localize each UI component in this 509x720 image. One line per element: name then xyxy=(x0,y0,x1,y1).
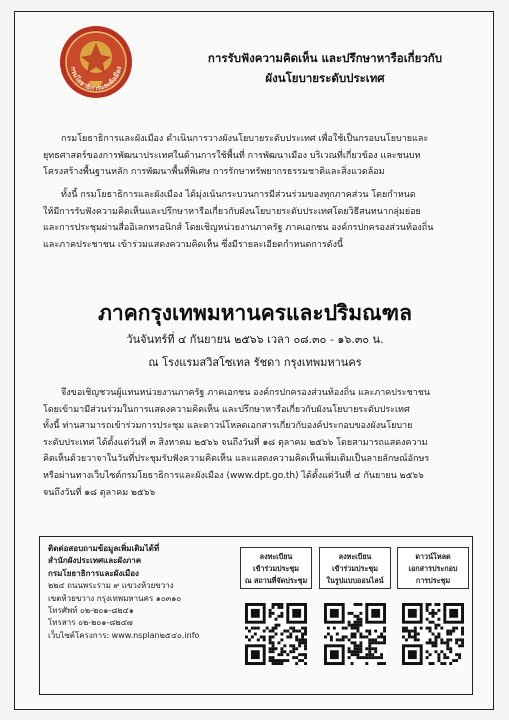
text-line: และการประชุมผ่านสื่ออิเลกทรอนิกส์ โดยเชิญหน่วยงานภาครัฐ ภาคเอกชน องค์กรปกครองส่วนท้องถิ่น xyxy=(43,223,434,234)
contact-info xyxy=(48,543,233,642)
qr-label-line: ดาวน์โหลด xyxy=(415,552,451,561)
department-emblem-icon xyxy=(59,25,133,99)
qr-label-line: การประชุม xyxy=(415,576,451,585)
qr-code-icon[interactable] xyxy=(402,603,464,665)
text-line: จนถึงวันที่ ๑๘ ตุลาคม ๒๕๖๖ xyxy=(43,487,156,498)
qr-label-line: ลงทะเบียน xyxy=(259,552,293,561)
event-title: ภาคกรุงเทพมหานครและปริมณฑล xyxy=(98,301,412,325)
text-line: โดยเข้ามามีส่วนร่วมในการแสดงความคิดเห็น และปรึกษาหารือเกี่ยวกับผังนโยบายระดับประเทศ xyxy=(43,404,410,415)
announcement-page xyxy=(14,11,494,710)
qr-label-line: ณ สถานที่จัดประชุม xyxy=(244,576,308,585)
contact-fax: โทรสาร ๐๒-๒๐๑-๘๒๔๗ xyxy=(48,618,133,628)
text-line: ระดับประเทศ ได้ตั้งแต่วันที่ ๓ สิงหาคม ๒๕๖๖ จนถึงวันที่ ๑๘ ตุลาคม ๒๕๖๖ โดยสามารถแสดงความ xyxy=(43,437,428,448)
header-title-line2: ผังนโยบายระดับประเทศ xyxy=(265,71,385,85)
qr-label-line: เอกสารประกอบ xyxy=(408,564,458,573)
text-line: ทั้งนี้ ท่านสามารถเข้าร่วมการประชุม และดาวน์โหลดเอกสารเกี่ยวกับองค์ประกอบของผังนโยบาย xyxy=(43,421,413,432)
event-venue: ณ โรงแรมสวิสโซเทล รัชดา กรุงเทพมหานคร xyxy=(148,356,362,369)
text-line: ยุทธศาสตร์ของการพัฒนาประเทศในด้านการใช้พื้นที่ การพัฒนาเมือง บริเวณที่เกี่ยวข้อง และชนบท xyxy=(43,150,421,161)
qr-code-icon[interactable] xyxy=(324,603,386,665)
qr-label-line: เข้าร่วมประชุม xyxy=(253,564,299,573)
qr-online-registration xyxy=(319,547,391,665)
qr-label xyxy=(240,547,312,589)
qr-code-icon[interactable] xyxy=(245,603,307,665)
intro-paragraph-2 xyxy=(43,187,473,253)
qr-label xyxy=(397,547,469,589)
contact-department: กรมโยธาธิการและผังเมือง xyxy=(48,568,139,578)
qr-document-download xyxy=(397,547,469,665)
contact-phone: โทรศัพท์ ๐๒-๒๐๑-๘๒๔๑ xyxy=(48,606,134,616)
text-line: ทั้งนี้ กรมโยธาธิการและผังเมือง ได้มุ่งเน้นกระบวนการมีส่วนร่วมของทุกภาคส่วน โดยกำหนด xyxy=(61,190,416,200)
contact-address-line1: ๒๒๔ ถนนพระราม ๙ แขวงห้วยขวาง xyxy=(48,581,174,591)
event-date-time: วันจันทร์ที่ ๔ กันยายน ๒๕๖๖ เวลา ๐๘.๓๐ - ๑๖.๓๐ น. xyxy=(126,333,384,346)
text-line: โครงสร้างพื้นฐานหลัก การพัฒนาพื้นที่พิเศษ การรักษาทรัพยากรธรรมชาติและสิ่งแวดล้อม xyxy=(43,167,385,178)
qr-label-line: ลงทะเบียน xyxy=(338,552,372,561)
contact-website-link[interactable]: เว็บไซต์โครงการ: www.nsplan๒๕๔๐.info xyxy=(48,630,200,640)
contact-address-line2: เขตห้วยขวาง กรุงเทพมหานคร ๑๐๓๑๐ xyxy=(48,593,182,603)
header-title-line1: การรับฟังความคิดเห็น และปรึกษาหารือเกี่ยวกับ xyxy=(207,51,443,65)
invite-paragraph xyxy=(43,385,473,501)
text-line: กรมโยธาธิการและผังเมือง ดำเนินการวางผังนโยบายระดับประเทศ เพื่อใช้เป็นกรอบนโยบายและ xyxy=(61,134,429,144)
page-header xyxy=(165,48,485,88)
text-line: หรือผ่านทางเว็บไซต์กรมโยธาธิการและผังเมือง (www.dpt.go.th) ได้ตั้งแต่วันที่ ๔ กันยายน ๒๕๖๖ xyxy=(43,470,424,481)
footer-box xyxy=(39,536,473,695)
qr-onsite-registration xyxy=(240,547,312,665)
text-line: และภาคประชาชน เข้าร่วมแสดงความคิดเห็น ซึ่งมีรายละเอียดกำหนดการดังนี้ xyxy=(43,239,344,250)
emblem-lettering: กรมโยธาธิการและผังเมือง xyxy=(69,65,123,93)
text-line: ให้มีการรับฟังความคิดเห็นและปรึกษาหารือเกี่ยวกับผังนโยบายระดับประเทศโดยวิธีสนทนากลุ่มย่อย xyxy=(43,206,421,217)
intro-paragraph-1 xyxy=(43,131,473,181)
qr-label-line: เข้าร่วมประชุม xyxy=(332,564,378,573)
text-line: คิดเห็นด้วยวาจาในวันที่ประชุมรับฟังความคิดเห็น และแสดงความคิดเห็นเพิ่มเติมเป็นลายลักษณ์อักษร xyxy=(43,454,430,465)
contact-office: สำนักผังประเทศและผังภาค xyxy=(48,556,142,566)
contact-heading: ติดต่อสอบถามข้อมูลเพิ่มเติมได้ที่ xyxy=(48,544,160,553)
text-line: จึงขอเชิญชวนผู้แทนหน่วยงานภาครัฐ ภาคเอกชน องค์กรปกครองส่วนท้องถิ่น และภาคประชาชน xyxy=(61,388,431,398)
qr-label-line: ในรูปแบบออนไลน์ xyxy=(326,576,384,585)
qr-label xyxy=(319,547,391,589)
